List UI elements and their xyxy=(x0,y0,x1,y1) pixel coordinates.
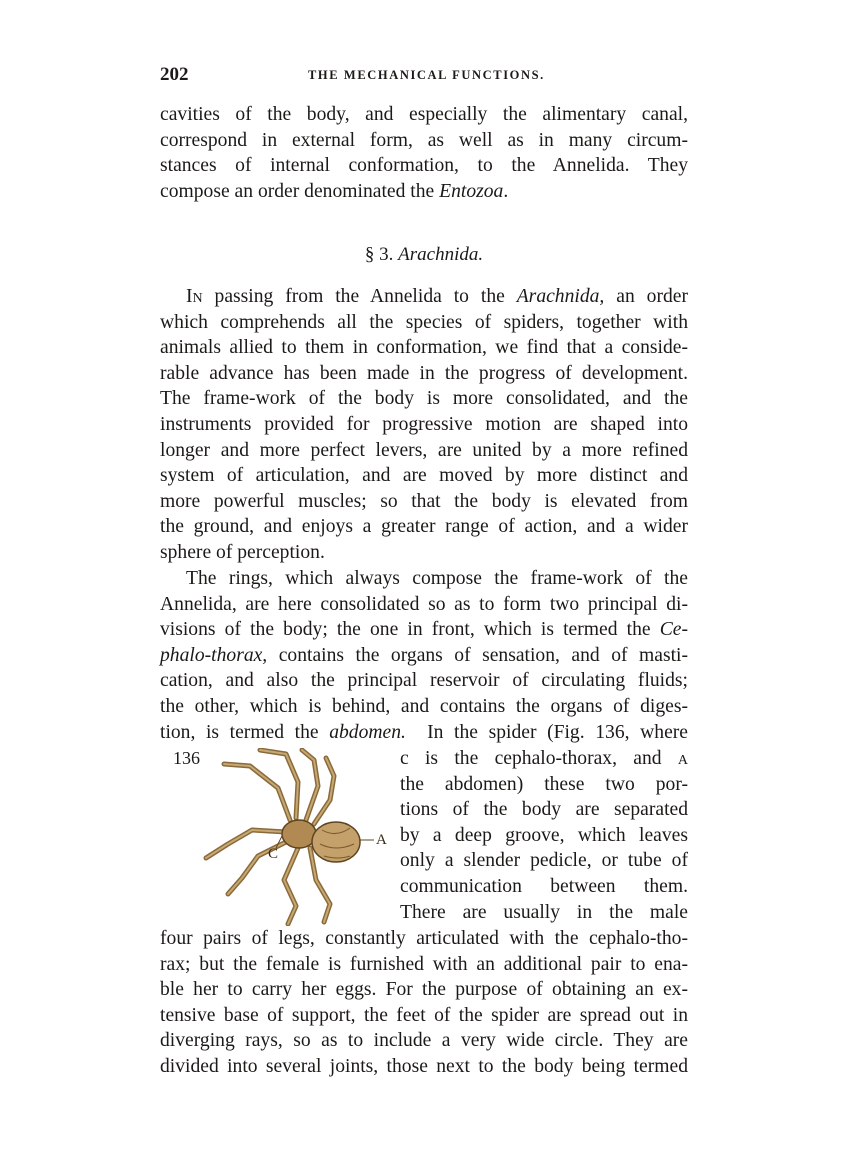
italic-term: phalo-thorax, xyxy=(160,644,268,666)
text-line: diverging rays, so as to include a very wide circle. They are xyxy=(160,1030,688,1052)
page-header xyxy=(160,64,688,88)
section-heading xyxy=(160,244,688,266)
text-line: rable advance has been made in the progress of development. xyxy=(160,362,688,384)
section-title: Arachnida. xyxy=(398,244,484,265)
paragraph-1 xyxy=(160,102,688,204)
text-line: visions of the body; the one in front, which is termed the Ce- xyxy=(160,619,688,641)
text-line: tion, is termed the abdomen. In the spider (Fig. 136, where xyxy=(160,721,688,743)
text-line: stances of internal conformation, to the Annelida. They xyxy=(160,155,688,177)
text-line: The frame-work of the body is more consolidated, and the xyxy=(160,388,688,410)
text-line: divided into several joints, those next to the body being termed xyxy=(160,1055,688,1077)
text-line: cavities of the body, and especially the alimentary canal, xyxy=(160,104,688,125)
text-line: The rings, which always compose the frame-work of the xyxy=(186,568,688,589)
text-line: tensive base of support, the feet of the spider are spread out in xyxy=(160,1004,688,1026)
running-title: THE MECHANICAL FUNCTIONS. xyxy=(308,68,545,82)
text-line: tions of the body are separated xyxy=(400,799,688,821)
text-line: correspond in external form, as well as in many circum- xyxy=(160,129,688,151)
text-line: the abdomen) these two por- xyxy=(400,773,688,795)
italic-term: abdomen. xyxy=(329,721,406,743)
text-line: There are usually in the male xyxy=(400,901,688,923)
text-line: cation, and also the principal reservoir of circulating fluids; xyxy=(160,670,688,692)
text-line: animals allied to them in conformation, we find that a conside- xyxy=(160,337,688,359)
text-line: the ground, and enjoys a greater range of action, and a wider xyxy=(160,516,688,538)
figure-label-c: C xyxy=(268,846,279,862)
text-line: only a slender pedicle, or tube of xyxy=(400,850,688,872)
text-line: system of articulation, and are moved by more distinct and xyxy=(160,465,688,487)
text-line: phalo-thorax, contains the organs of sensation, and of masti- xyxy=(160,644,688,666)
text-line: four pairs of legs, constantly articulated with the cephalo-tho- xyxy=(160,928,688,949)
figure-label-a: A xyxy=(376,832,387,848)
spider-figure xyxy=(198,748,394,926)
italic-term: Entozoa xyxy=(439,180,504,202)
text-line: sphere of perception. xyxy=(160,541,325,563)
text-line: which comprehends all the species of spiders, together with xyxy=(160,311,688,333)
paragraph-4 xyxy=(160,926,688,1080)
text-line: more powerful muscles; so that the body is elevated from xyxy=(160,490,688,512)
italic-term: Ce- xyxy=(659,619,688,641)
text-line: compose an order denominated the Entozoa. xyxy=(160,180,509,202)
text-line: the other, which is behind, and contains the organs of diges- xyxy=(160,695,688,717)
paragraph-2 xyxy=(160,284,688,566)
figure-wrap-text xyxy=(400,746,688,925)
drop-word: In xyxy=(186,286,203,307)
italic-term: Arachnida, xyxy=(516,286,605,307)
spider-illustration xyxy=(198,748,394,926)
paragraph-3 xyxy=(160,566,688,745)
text-line: rax; but the female is furnished with an additional pair to ena- xyxy=(160,953,688,975)
text-line: by a deep groove, which leaves xyxy=(400,824,688,846)
figure-number: 136 xyxy=(173,748,200,768)
text-line: ble her to carry her eggs. For the purpose of obtaining an ex- xyxy=(160,979,688,1001)
text-line: c is the cephalo-thorax, and a xyxy=(400,748,688,769)
text-line: In passing from the Annelida to the Arachnida, an order xyxy=(186,286,688,307)
small-caps-letter: a xyxy=(677,748,688,769)
page-number: 202 xyxy=(160,64,189,85)
text-line: communication between them. xyxy=(400,875,688,897)
text-line: instruments provided for progressive motion are shaped into xyxy=(160,413,688,435)
section-number: § 3. xyxy=(364,244,394,265)
text-line: Annelida, are here consolidated so as to form two principal di- xyxy=(160,593,688,615)
text-line: longer and more perfect levers, are united by a more refined xyxy=(160,439,688,461)
